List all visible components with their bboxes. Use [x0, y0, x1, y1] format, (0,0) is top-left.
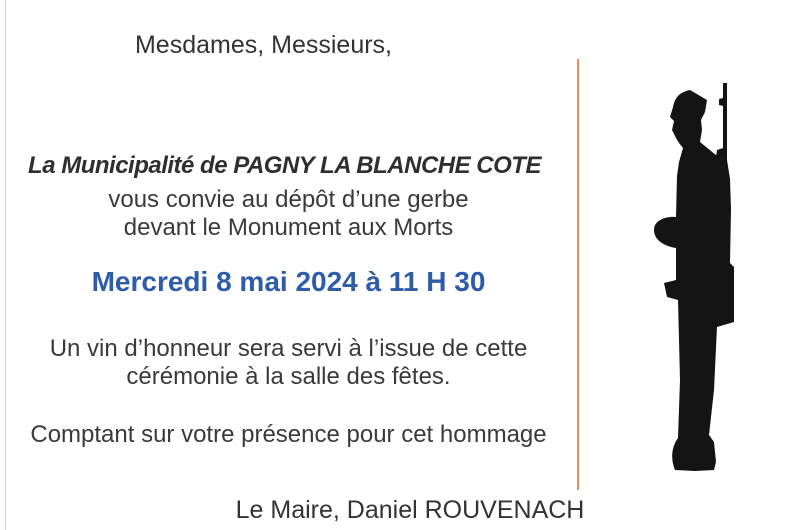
mayor-signature-text: Le Maire, Daniel ROUVENACH: [235, 496, 585, 524]
soldier-silhouette-image: [630, 80, 800, 480]
orange-divider-line: [577, 59, 579, 490]
invite-line-2: devant le Monument aux Morts: [123, 214, 454, 241]
reception-line-1: Un vin d’honneur sera servi à l’issue de cette: [49, 335, 528, 362]
scan-left-edge-line: [5, 0, 6, 530]
reception-info: [0, 335, 577, 391]
municipality-title: La Municipalité de PAGNY LA BLANCHE COTE: [28, 152, 541, 179]
reception-line-2: cérémonie à la salle des fêtes.: [126, 363, 451, 390]
event-datetime-text: Mercredi 8 mai 2024 à 11 H 30: [91, 266, 486, 297]
salutation-text: Mesdames, Messieurs,: [134, 31, 393, 59]
invitation-body: [0, 186, 577, 242]
invite-line-1: vous convie au dépôt d’une gerbe: [108, 186, 469, 213]
closing-text: Comptant sur votre présence pour cet hommage: [30, 421, 547, 448]
